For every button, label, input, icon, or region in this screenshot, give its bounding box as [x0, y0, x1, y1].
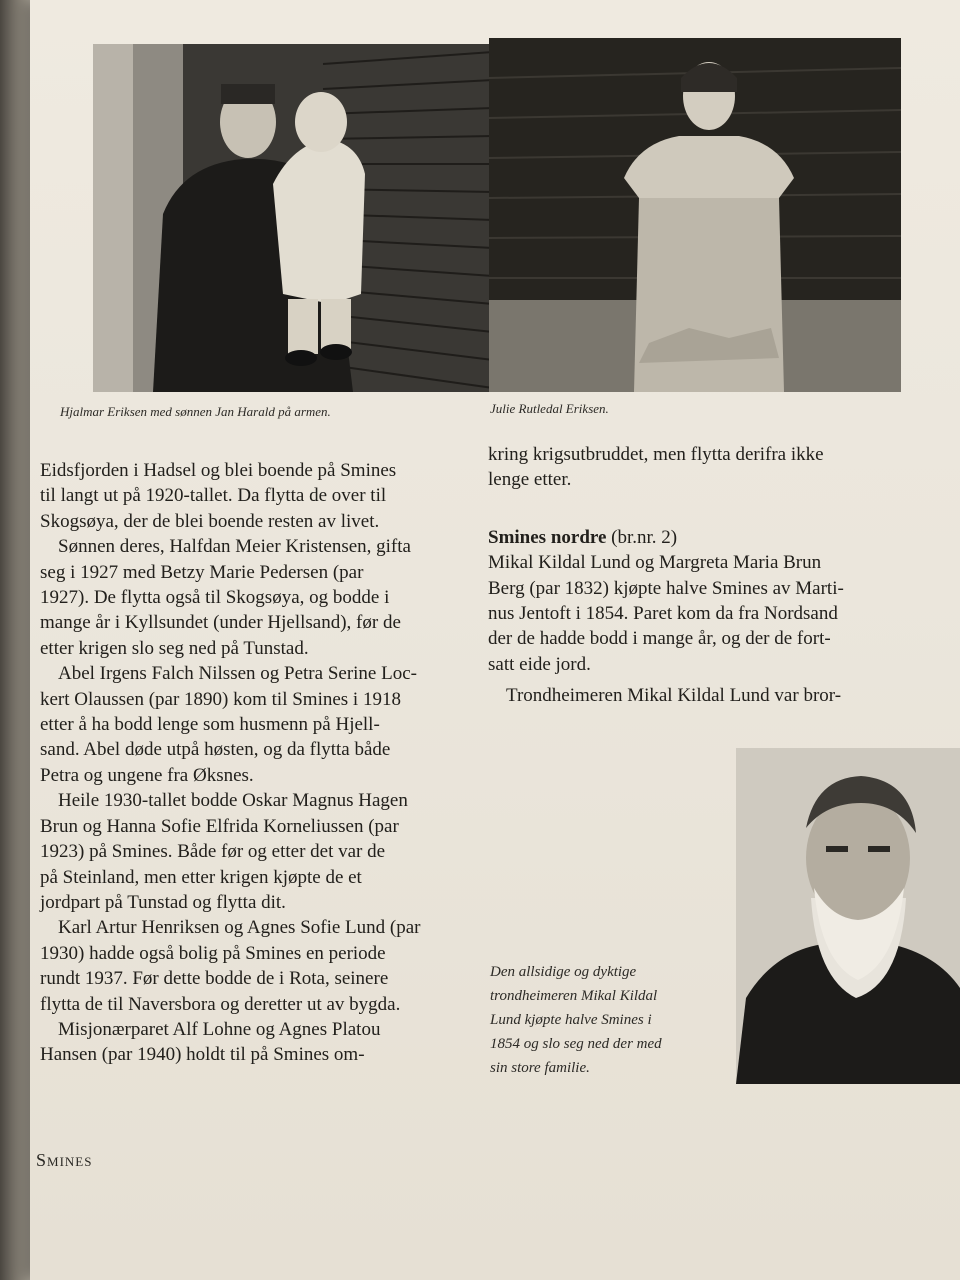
caption-photo-1: Hjalmar Eriksen med sønnen Jan Harald på armen. — [60, 404, 331, 419]
left-line: Hansen (par 1940) holdt til på Smines om- — [40, 1044, 365, 1066]
page-footer-title: Smines — [36, 1150, 93, 1170]
right-body-line: der de hadde bodd i mange år, og der de fort- — [488, 628, 831, 650]
photo-woman-image — [489, 38, 901, 392]
left-line: til langt ut på 1920-tallet. Da flytta de over til — [40, 485, 387, 507]
photo-man-with-child-image — [93, 44, 493, 392]
left-line: kert Olaussen (par 1890) kom til Smines i 1918 — [40, 688, 401, 710]
section-heading — [488, 525, 844, 550]
right-body-line: Trondheimeren Mikal Kildal Lund var bror- — [506, 685, 842, 707]
left-line: Petra og ungene fra Øksnes. — [40, 764, 254, 786]
caption-photo-3-line: Lund kjøpte halve Smines i — [490, 1012, 652, 1028]
caption-photo-3-line: Den allsidige og dyktige — [490, 964, 637, 980]
left-line: seg i 1927 med Betzy Marie Pedersen (par — [40, 561, 364, 583]
caption-photo-3-line: 1854 og slo seg ned der med — [490, 1036, 662, 1052]
photo-portrait-bearded-man — [736, 748, 960, 1084]
photo-woman — [489, 38, 901, 392]
right-text-column — [488, 442, 844, 709]
left-line: Eidsfjorden i Hadsel og blei boende på Smines — [40, 460, 397, 481]
section-heading-title: Smines nordre — [488, 526, 607, 548]
left-line: rundt 1937. Før dette bodde de i Rota, seinere — [40, 968, 389, 990]
left-line: flytta de til Naversbora og deretter ut av bygda. — [40, 993, 401, 1015]
book-page — [30, 0, 960, 1280]
right-intro-line: kring krigsutbruddet, men flytta derifra ikke — [488, 444, 824, 465]
left-line: 1923) på Smines. Både før og etter det var de — [40, 841, 386, 863]
right-body-line: Berg (par 1832) kjøpte halve Smines av Marti- — [488, 577, 844, 599]
caption-photo-3-line: trondheimeren Mikal Kildal — [490, 988, 658, 1004]
section-heading-sub: (br.nr. 2) — [611, 526, 678, 548]
caption-photo-3-line: sin store familie. — [490, 1060, 590, 1076]
left-line: Sønnen deres, Halfdan Meier Kristensen, gifta — [58, 536, 411, 558]
left-line: Abel Irgens Falch Nilssen og Petra Serine Loc- — [58, 663, 417, 685]
right-intro-line: lenge etter. — [488, 469, 572, 491]
left-line: Heile 1930-tallet bodde Oskar Magnus Hagen — [58, 790, 408, 812]
left-line: sand. Abel døde utpå høsten, og da flytta både — [40, 739, 391, 761]
left-line: etter å ha bodd lenge som husmenn på Hjell- — [40, 714, 380, 736]
left-line: Misjonærparet Alf Lohne og Agnes Platou — [58, 1018, 381, 1040]
left-text-column — [40, 458, 421, 1068]
left-line: 1927). De flytta også til Skogsøya, og bodde i — [40, 587, 390, 609]
caption-photo-2: Julie Rutledal Eriksen. — [490, 401, 609, 416]
left-line: etter krigen slo seg ned på Tunstad. — [40, 637, 309, 659]
right-body-line: nus Jentoft i 1854. Paret kom da fra Nordsand — [488, 603, 838, 625]
right-body-line: Mikal Kildal Lund og Margreta Maria Brun — [488, 552, 822, 574]
left-line: 1930) hadde også bolig på Smines en periode — [40, 942, 386, 964]
left-line: mange år i Kyllsundet (under Hjellsand), før de — [40, 612, 401, 634]
photo-portrait-image — [736, 748, 960, 1084]
photo-man-with-child — [93, 44, 493, 392]
left-line: jordpart på Tunstad og flytta dit. — [40, 891, 286, 913]
right-body-line: satt eide jord. — [488, 653, 591, 675]
left-line: på Steinland, men etter krigen kjøpte de et — [40, 866, 362, 888]
caption-photo-3 — [490, 960, 662, 1080]
left-line: Brun og Hanna Sofie Elfrida Korneliussen (par — [40, 815, 399, 837]
left-line: Karl Artur Henriksen og Agnes Sofie Lund (par — [58, 917, 421, 939]
left-line: Skogsøya, der de blei boende resten av livet. — [40, 510, 380, 532]
